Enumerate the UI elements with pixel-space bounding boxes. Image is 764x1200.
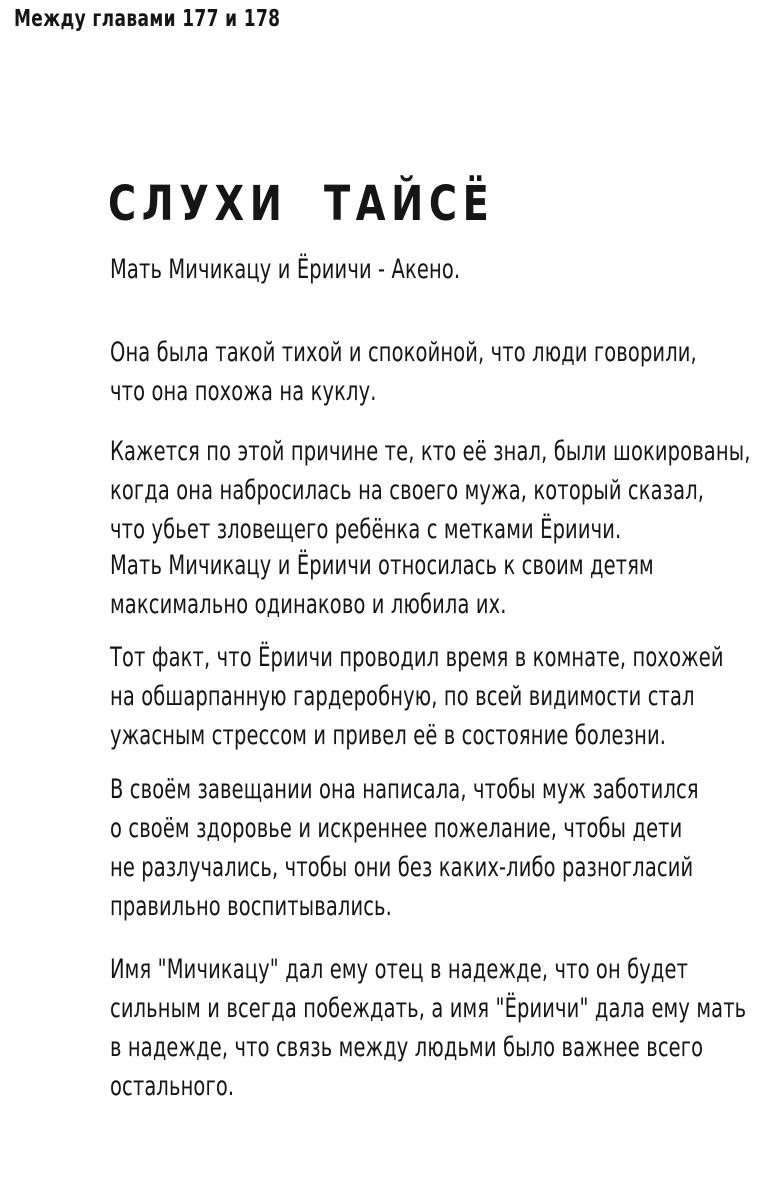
text-line: на обшарпанную гардеробную, по всей видимости стал bbox=[110, 681, 695, 712]
paragraph-shocked bbox=[110, 432, 764, 549]
text-line: Кажется по этой причине те, кто её знал, были шокированы, bbox=[110, 436, 751, 467]
text-line: сильным и всегда побеждать, а имя "Ёриичи" дала ему мать bbox=[110, 993, 747, 1024]
text-line: в надежде, что связь между людьми было важнее всего bbox=[110, 1032, 704, 1063]
paragraph-names-meaning bbox=[110, 950, 764, 1106]
paragraph-quiet-doll bbox=[110, 333, 764, 411]
text-line: максимально одинаково и любила их. bbox=[110, 589, 507, 620]
text-line: правильно воспитывались. bbox=[110, 891, 392, 922]
text-line: В своём завещании она написала, чтобы муж заботился bbox=[110, 774, 699, 805]
text-line: что она похожа на куклу. bbox=[110, 376, 377, 407]
paragraph-stress-illness bbox=[110, 638, 764, 755]
text-line: о своём здоровье и искреннее пожелание, чтобы дети bbox=[110, 813, 683, 844]
chapter-range-note: Между главами 177 и 178 bbox=[14, 6, 281, 32]
text-line: Имя "Мичикацу" дал ему отец в надежде, что он будет bbox=[110, 954, 689, 985]
text-line: когда она набросилась на своего мужа, который сказал, bbox=[110, 475, 705, 506]
text-line: Мать Мичикацу и Ёриичи - Акено. bbox=[110, 254, 461, 285]
paragraph-intro bbox=[110, 250, 596, 289]
page-title: СЛУХИ ТАЙСЁ bbox=[108, 176, 495, 233]
text-line: ужасным стрессом и привел её в состояние болезни. bbox=[110, 720, 667, 751]
text-line: Мать Мичикацу и Ёриичи относилась к своим детям bbox=[110, 550, 654, 581]
text-line: не разлучались, чтобы они без каких-либо разногласий bbox=[110, 852, 694, 883]
paragraph-testament bbox=[110, 770, 764, 926]
text-line: Она была такой тихой и спокойной, что люди говорили, bbox=[110, 337, 697, 368]
paragraph-equal-love bbox=[110, 546, 764, 624]
text-line: остального. bbox=[110, 1071, 235, 1102]
text-line: что убьет зловещего ребёнка с метками Ёриичи. bbox=[110, 514, 622, 545]
text-line: Тот факт, что Ёриичи проводил время в комнате, похожей bbox=[110, 642, 724, 673]
